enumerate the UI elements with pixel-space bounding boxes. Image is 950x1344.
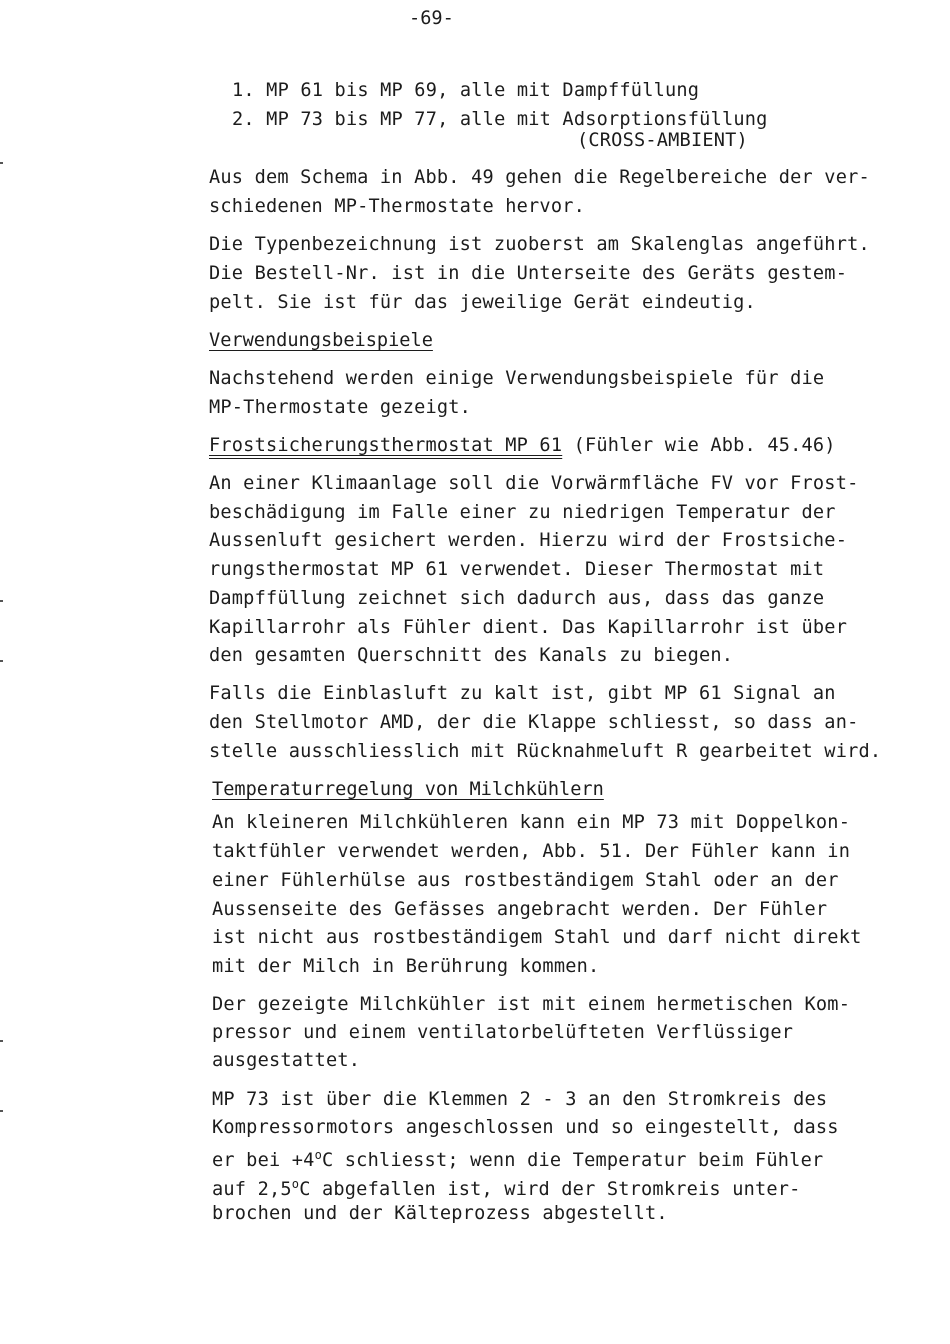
paragraph-line: Falls die Einblasluft zu kalt ist, gibt MP 61 Signal an bbox=[209, 683, 836, 704]
scan-margin-mark bbox=[0, 162, 3, 164]
paragraph-line: An kleineren Milchkühleren kann ein MP 73 mit Doppelkon- bbox=[212, 812, 851, 833]
paragraph-line: An einer Klimaanlage soll die Vorwärmfläche FV vor Frost- bbox=[209, 473, 859, 494]
paragraph-line: MP-Thermostate gezeigt. bbox=[209, 397, 472, 418]
paragraph-line: Die Bestell-Nr. ist in die Unterseite des Geräts gestem- bbox=[209, 263, 848, 284]
heading-note: (Fühler wie Abb. 45.46) bbox=[562, 435, 836, 456]
paragraph-line: taktfühler verwendet werden, Abb. 51. Der Fühler kann in bbox=[212, 841, 851, 862]
page-number: -69- bbox=[409, 8, 454, 29]
section-heading-frost: Frostsicherungsthermostat MP 61 bbox=[209, 435, 563, 456]
scan-margin-mark bbox=[0, 1040, 3, 1042]
paragraph-line: Der gezeigte Milchkühler ist mit einem hermetischen Kom- bbox=[212, 994, 851, 1015]
degree-superscript: o bbox=[314, 1148, 322, 1162]
paragraph-line: Die Typenbezeichnung ist zuoberst am Skalenglas angeführt. bbox=[209, 234, 870, 255]
paragraph-line: rungsthermostat MP 61 verwendet. Dieser Thermostat mit bbox=[209, 559, 825, 580]
section-heading-row bbox=[209, 431, 836, 460]
scan-margin-mark bbox=[0, 660, 3, 662]
paragraph-line: einer Fühlerhülse aus rostbeständigem Stahl oder an der bbox=[212, 870, 839, 891]
paragraph-line: den gesamten Querschnitt des Kanals zu biegen. bbox=[209, 645, 734, 666]
paragraph-line: Kapillarrohr als Fühler dient. Das Kapillarrohr ist über bbox=[209, 617, 848, 638]
paragraph-line: Aussenseite des Gefässes angebracht werden. Der Fühler bbox=[212, 899, 828, 920]
degree-superscript: o bbox=[291, 1177, 300, 1191]
paragraph-line: MP 73 ist über die Klemmen 2 - 3 an den Stromkreis des bbox=[212, 1089, 828, 1110]
paragraph-line: Nachstehend werden einige Verwendungsbeispiele für die bbox=[209, 368, 825, 389]
paragraph-line: Aus dem Schema in Abb. 49 gehen die Regelbereiche der ver- bbox=[209, 167, 870, 188]
paragraph-line: brochen und der Kälteprozess abgestellt. bbox=[212, 1203, 668, 1224]
paragraph-line: ist nicht aus rostbeständigem Stahl und darf nicht direkt bbox=[212, 927, 862, 948]
section-heading-verwendung: Verwendungsbeispiele bbox=[209, 330, 433, 351]
paragraph-line: schiedenen MP-Thermostate hervor. bbox=[209, 196, 586, 217]
list-item-note: (CROSS-AMBIENT) bbox=[577, 130, 748, 151]
paragraph-line: pressor und einem ventilatorbelüfteten Verflüssiger bbox=[212, 1022, 794, 1043]
scan-margin-mark bbox=[0, 600, 3, 602]
paragraph-line: stelle ausschliesslich mit Rücknahmeluft R gearbeitet wird. bbox=[209, 741, 882, 762]
text-fragment: auf 2,5 bbox=[212, 1179, 292, 1200]
paragraph-line: ausgestattet. bbox=[212, 1050, 361, 1071]
text-fragment: er bei +4 bbox=[212, 1150, 315, 1171]
paragraph-line: Aussenluft gesichert werden. Hierzu wird der Frostsiche- bbox=[209, 530, 848, 551]
paragraph-line: Kompressormotors angeschlossen und so eingestellt, dass bbox=[212, 1117, 839, 1138]
scan-margin-mark bbox=[0, 1110, 3, 1112]
list-item: 1. MP 61 bis MP 69, alle mit Dampffüllung bbox=[232, 80, 700, 101]
text-fragment: C schliesst; wenn die Temperatur beim Fühler bbox=[322, 1150, 824, 1171]
paragraph-line: mit der Milch in Berührung kommen. bbox=[212, 956, 600, 977]
paragraph-line: pelt. Sie ist für das jeweilige Gerät eindeutig. bbox=[209, 292, 756, 313]
section-heading-milch: Temperaturregelung von Milchkühlern bbox=[212, 779, 604, 800]
text-fragment: C abgefallen ist, wird der Stromkreis unter- bbox=[299, 1179, 801, 1200]
paragraph-line: den Stellmotor AMD, der die Klappe schliesst, so dass an- bbox=[209, 712, 859, 733]
list-item: 2. MP 73 bis MP 77, alle mit Adsorptionsfüllung bbox=[232, 109, 768, 130]
paragraph-line: beschädigung im Falle einer zu niedrigen Temperatur der bbox=[209, 502, 836, 523]
paragraph-line: Dampffüllung zeichnet sich dadurch aus, dass das ganze bbox=[209, 588, 825, 609]
